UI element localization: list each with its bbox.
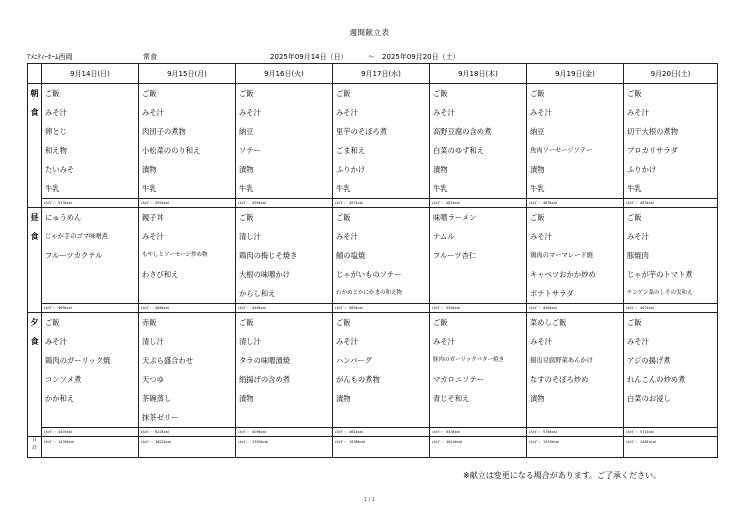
dish-item: 漬物 <box>142 165 157 174</box>
dish-item <box>430 408 526 427</box>
meal-energy: ｴﾈﾙｷﾞｰ：497kcal <box>333 198 429 207</box>
dish-item: 牛乳 <box>627 184 642 193</box>
facility-name: ｱﾒﾆﾃｨｰﾎｰﾑ西岡 <box>27 53 73 61</box>
dish-item: 味噌ラーメン <box>433 213 477 222</box>
dish-item: 漬物 <box>239 394 254 403</box>
meal-energy: ｴﾈﾙｷﾞｰ：483kcal <box>527 198 623 207</box>
day-meal-cell <box>42 84 139 208</box>
dish-item: 清し汁 <box>239 232 261 241</box>
dish-item: 清し汁 <box>239 337 261 346</box>
day-meal-cell <box>139 84 236 208</box>
dish-item: ご飯 <box>627 89 642 98</box>
dish-item <box>527 408 623 427</box>
daily-total-cell <box>333 437 430 458</box>
dish-item: なすのそぼろ炒め <box>530 375 589 384</box>
day-meal-cell <box>236 84 333 208</box>
dish-item: 天ぷら盛合わせ <box>142 356 194 365</box>
day-meal-cell <box>430 208 527 313</box>
dish-item: 親子丼 <box>142 213 164 222</box>
dish-item: 納豆 <box>239 127 254 136</box>
meal-energy: ｴﾈﾙｷﾞｰ：461kcal <box>333 427 429 436</box>
dish-item: 牛乳 <box>239 184 254 193</box>
meal-energy: ｴﾈﾙｷﾞｰ：495kcal <box>236 198 332 207</box>
dish-item: ご飯 <box>45 89 60 98</box>
meal-energy: ｴﾈﾙｷﾞｰ：592kcal <box>139 198 235 207</box>
dish-item: 牛乳 <box>433 184 448 193</box>
daily-energy: ｴﾈﾙｷﾞｰ：1350kcal <box>238 440 268 444</box>
meal-energy: ｴﾈﾙｷﾞｰ：409kcal <box>236 427 332 436</box>
meal-energy: ｴﾈﾙｷﾞｰ：580kcal <box>333 303 429 312</box>
dish-item: ブロカリサラダ <box>627 146 678 155</box>
meal-row <box>28 313 718 437</box>
dish-item: ソテー <box>239 146 261 155</box>
day-meal-cell <box>333 208 430 313</box>
dish-item: 肉団子の煮物 <box>142 127 186 136</box>
dish-item: コンソメ煮 <box>45 375 82 384</box>
daily-total-row <box>28 437 718 458</box>
dish-item <box>236 408 332 427</box>
meal-label-char: 食 <box>30 337 39 346</box>
dish-item: にゅうめん <box>45 213 82 222</box>
daily-energy: ｴﾈﾙｷﾞｰ：1624kcal <box>432 440 462 444</box>
dish-item: みそ汁 <box>45 108 67 117</box>
day-meal-cell <box>624 84 718 208</box>
dish-item: かか和え <box>45 394 75 403</box>
meal-label-char: 朝 <box>30 89 39 98</box>
dish-item: ポテトサラダ <box>530 289 574 298</box>
dish-item <box>42 284 138 303</box>
change-notice: ※献立は変更になる場合があります。ご了承ください。 <box>463 471 662 480</box>
dish-item <box>139 284 235 303</box>
meal-label-char: 食 <box>30 108 39 117</box>
dish-item: 漬物 <box>433 165 448 174</box>
dish-item: ハンバーグ <box>336 356 372 365</box>
dish-item: ご飯 <box>239 318 254 327</box>
daily-energy: ｴﾈﾙｷﾞｰ：1622kcal <box>141 440 171 444</box>
dish-item: 牛乳 <box>336 184 351 193</box>
dish-item: マカロニソテー <box>433 375 485 384</box>
day-meal-cell <box>139 313 236 437</box>
day-meal-cell <box>430 84 527 208</box>
dish-item: ふりかけ <box>336 165 366 174</box>
dish-item: 赤飯 <box>142 318 157 327</box>
dish-item: みそ汁 <box>142 108 164 117</box>
corner-cell <box>28 64 42 84</box>
day-header: 9月15日(月) <box>139 64 236 84</box>
meal-row <box>28 208 718 313</box>
dish-item <box>624 408 717 427</box>
dish-item: じゃが芋のゴマ味噌煮 <box>45 233 108 240</box>
daily-energy: ｴﾈﾙｷﾞｰ：1439kcal <box>44 440 74 444</box>
dish-item: チンゲン菜のしその実和え <box>627 290 693 296</box>
dish-item: わさび和え <box>142 270 179 279</box>
dish-item: みそ汁 <box>433 337 455 346</box>
dish-item: 牛乳 <box>142 184 157 193</box>
meal-energy: ｴﾈﾙｷﾞｰ：469kcal <box>42 303 138 312</box>
dish-item <box>42 265 138 284</box>
dish-item: ご飯 <box>336 89 351 98</box>
meal-label-char: 夕 <box>30 318 39 327</box>
dish-item: ご飯 <box>45 318 60 327</box>
dish-item: ご飯 <box>336 213 351 222</box>
daily-energy: ｴﾈﾙｷﾞｰ：1481kcal <box>626 440 656 444</box>
dish-item: ご飯 <box>142 89 157 98</box>
dish-item: 漬物 <box>336 394 351 403</box>
day-header: 9月14日(日) <box>42 64 139 84</box>
dish-item: アジの揚げ煮 <box>627 356 671 365</box>
daily-total-cell <box>430 437 527 458</box>
day-meal-cell <box>333 313 430 437</box>
day-meal-cell <box>236 313 333 437</box>
dish-item: ふりかけ <box>627 165 657 174</box>
dish-item: フルーツカクテル <box>45 251 103 260</box>
dish-item: ご飯 <box>627 318 642 327</box>
meal-energy: ｴﾈﾙｷﾞｰ：486kcal <box>139 303 235 312</box>
day-meal-cell <box>42 313 139 437</box>
dish-item: 牛乳 <box>45 184 60 193</box>
dish-item: 里芋のそぼろ煮 <box>336 127 388 136</box>
dish-item: がんもの煮物 <box>336 375 380 384</box>
day-meal-cell <box>624 208 718 313</box>
dish-item: 茶碗蒸し <box>142 394 172 403</box>
dish-item: ご飯 <box>530 89 545 98</box>
dish-item: ご飯 <box>336 318 351 327</box>
dish-item: 揚出豆腐野菜あんかけ <box>530 357 593 364</box>
dish-item: 鶏肉のガーリック焼 <box>45 356 111 365</box>
day-meal-cell <box>42 208 139 313</box>
dish-item <box>42 408 138 427</box>
meal-label-cell <box>28 84 42 208</box>
dish-item: たいみそ <box>45 165 75 174</box>
day-header: 9月16日(火) <box>236 64 333 84</box>
dish-item: 漬物 <box>530 165 545 174</box>
dish-item: ご飯 <box>239 213 254 222</box>
daily-total-cell <box>139 437 236 458</box>
daily-total-cell <box>236 437 333 458</box>
dish-item: 白菜のゆず和え <box>433 146 485 155</box>
meal-energy: ｴﾈﾙｷﾞｰ：447kcal <box>42 427 138 436</box>
dish-item: わかめとかにかまの和え物 <box>336 290 403 296</box>
day-header-row <box>28 64 718 84</box>
dish-item: 絹揚げの含め煮 <box>239 375 291 384</box>
meal-energy: ｴﾈﾙｷﾞｰ：571kcal <box>624 427 717 436</box>
meal-label-cell <box>28 208 42 313</box>
day-meal-cell <box>527 84 624 208</box>
dish-item: 青じそ和え <box>433 394 470 403</box>
meal-energy: ｴﾈﾙｷﾞｰ：494kcal <box>527 303 623 312</box>
dish-item <box>430 284 526 303</box>
dish-item: 納豆 <box>530 127 545 136</box>
dish-item: ご飯 <box>239 89 254 98</box>
dish-item: タラの味噌漬焼 <box>239 356 291 365</box>
dish-item: 菜めしご飯 <box>530 318 567 327</box>
dish-item: 漬物 <box>239 165 254 174</box>
meal-energy: ｴﾈﾙｷﾞｰ：576kcal <box>527 427 623 436</box>
day-meal-cell <box>527 208 624 313</box>
day-meal-cell <box>333 84 430 208</box>
dish-item: 白菜のお浸し <box>627 394 671 403</box>
dish-item: 鶏肉のマーマレード焼 <box>530 252 593 259</box>
meal-energy: ｴﾈﾙｷﾞｰ：482kcal <box>430 198 526 207</box>
meal-label-char: 昼 <box>30 213 39 222</box>
dish-item: 切干大根の煮物 <box>627 127 679 136</box>
meal-energy: ｴﾈﾙｷﾞｰ：523kcal <box>42 198 138 207</box>
daily-total-cell <box>624 437 718 458</box>
dish-item: フルーツ杏仁 <box>433 251 477 260</box>
dish-item: 豚焼肉 <box>627 251 649 260</box>
dish-item: 鯖の塩焼 <box>336 251 366 260</box>
dish-item: ごま和え <box>336 146 366 155</box>
dish-item: ご飯 <box>433 89 448 98</box>
day-meal-cell <box>624 313 718 437</box>
day-meal-cell <box>236 208 333 313</box>
day-header: 9月17日(水) <box>333 64 430 84</box>
dish-item <box>333 408 429 427</box>
dish-item: じゃが芋のトマト煮 <box>627 270 693 279</box>
dish-item: 鶏肉の梅じそ焼き <box>239 251 298 260</box>
meal-energy: ｴﾈﾙｷﾞｰ：594kcal <box>430 303 526 312</box>
total-label-cell <box>28 437 42 458</box>
dish-item: みそ汁 <box>336 232 358 241</box>
weekly-menu-table <box>27 63 718 458</box>
dish-item: 和え物 <box>45 146 67 155</box>
dish-item: みそ汁 <box>142 232 164 241</box>
diet-type: 常食 <box>143 53 157 61</box>
dish-item: 大根の味噌かけ <box>239 270 291 279</box>
dish-item: 漬物 <box>530 394 545 403</box>
day-meal-cell <box>527 313 624 437</box>
dish-item: れんこんの炒め煮 <box>627 375 686 384</box>
dish-item: みそ汁 <box>530 108 552 117</box>
dish-item: みそ汁 <box>433 108 455 117</box>
meal-label-char: 食 <box>30 232 39 241</box>
day-header: 9月20日(土) <box>624 64 718 84</box>
dish-item: 豚肉のガーリックバター焼き <box>433 357 504 363</box>
dish-item: みそ汁 <box>530 232 552 241</box>
day-header: 9月19日(金) <box>527 64 624 84</box>
dish-item: ご飯 <box>530 213 545 222</box>
dish-item: からし和え <box>239 289 276 298</box>
dish-item: みそ汁 <box>45 337 67 346</box>
meal-energy: ｴﾈﾙｷﾞｰ：446kcal <box>236 303 332 312</box>
day-meal-cell <box>139 208 236 313</box>
dish-item: 牛乳 <box>530 184 545 193</box>
page-title: 週間献立表 <box>349 28 390 37</box>
page-number: 1 / 1 <box>363 497 376 503</box>
dish-item: 卵とじ <box>45 127 67 136</box>
total-label-char: 日 <box>32 438 37 443</box>
dish-item: キャベツおかか炒め <box>530 270 596 279</box>
meal-energy: ｴﾈﾙｷﾞｰ：543kcal <box>430 427 526 436</box>
dish-item: みそ汁 <box>336 337 358 346</box>
dish-item: みそ汁 <box>627 232 649 241</box>
daily-total-cell <box>527 437 624 458</box>
meal-energy: ｴﾈﾙｷﾞｰ：483kcal <box>624 198 717 207</box>
daily-energy: ｴﾈﾙｷﾞｰ：1538kcal <box>335 440 365 444</box>
dish-item: 小松菜ののり和え <box>142 146 201 155</box>
period-separator: ～ <box>368 53 375 61</box>
meal-energy: ｴﾈﾙｷﾞｰ：467kcal <box>624 303 717 312</box>
dish-item: 高野豆腐の含め煮 <box>433 127 492 136</box>
dish-item: ご飯 <box>433 318 448 327</box>
dish-item: 清し汁 <box>142 337 164 346</box>
day-meal-cell <box>430 313 527 437</box>
dish-item: 魚肉ソーセージソテー <box>530 147 593 154</box>
dish-item: ご飯 <box>627 213 642 222</box>
dish-item: ナムル <box>433 232 455 241</box>
meal-row <box>28 84 718 208</box>
dish-item: みそ汁 <box>627 337 649 346</box>
period-start: 2025年09月14日（日） <box>270 53 348 61</box>
dish-item: 天つゆ <box>142 375 164 384</box>
day-header: 9月18日(木) <box>430 64 527 84</box>
dish-item: みそ汁 <box>627 108 649 117</box>
dish-item: みそ汁 <box>530 337 552 346</box>
dish-item: 抹茶ゼリー <box>142 413 179 422</box>
period-end: 2025年09月20日（土） <box>382 53 460 61</box>
daily-total-cell <box>42 437 139 458</box>
dish-item: じゃがいものソテー <box>336 270 402 279</box>
dish-item <box>430 265 526 284</box>
dish-item: みそ汁 <box>239 108 261 117</box>
meal-label-cell <box>28 313 42 437</box>
daily-energy: ｴﾈﾙｷﾞｰ：1553kcal <box>529 440 559 444</box>
dish-item: もやしとソーセージ炒め物 <box>142 252 208 258</box>
dish-item: みそ汁 <box>336 108 358 117</box>
meal-energy: ｴﾈﾙｷﾞｰ：622kcal <box>139 427 235 436</box>
total-label-char: 計 <box>32 446 37 451</box>
